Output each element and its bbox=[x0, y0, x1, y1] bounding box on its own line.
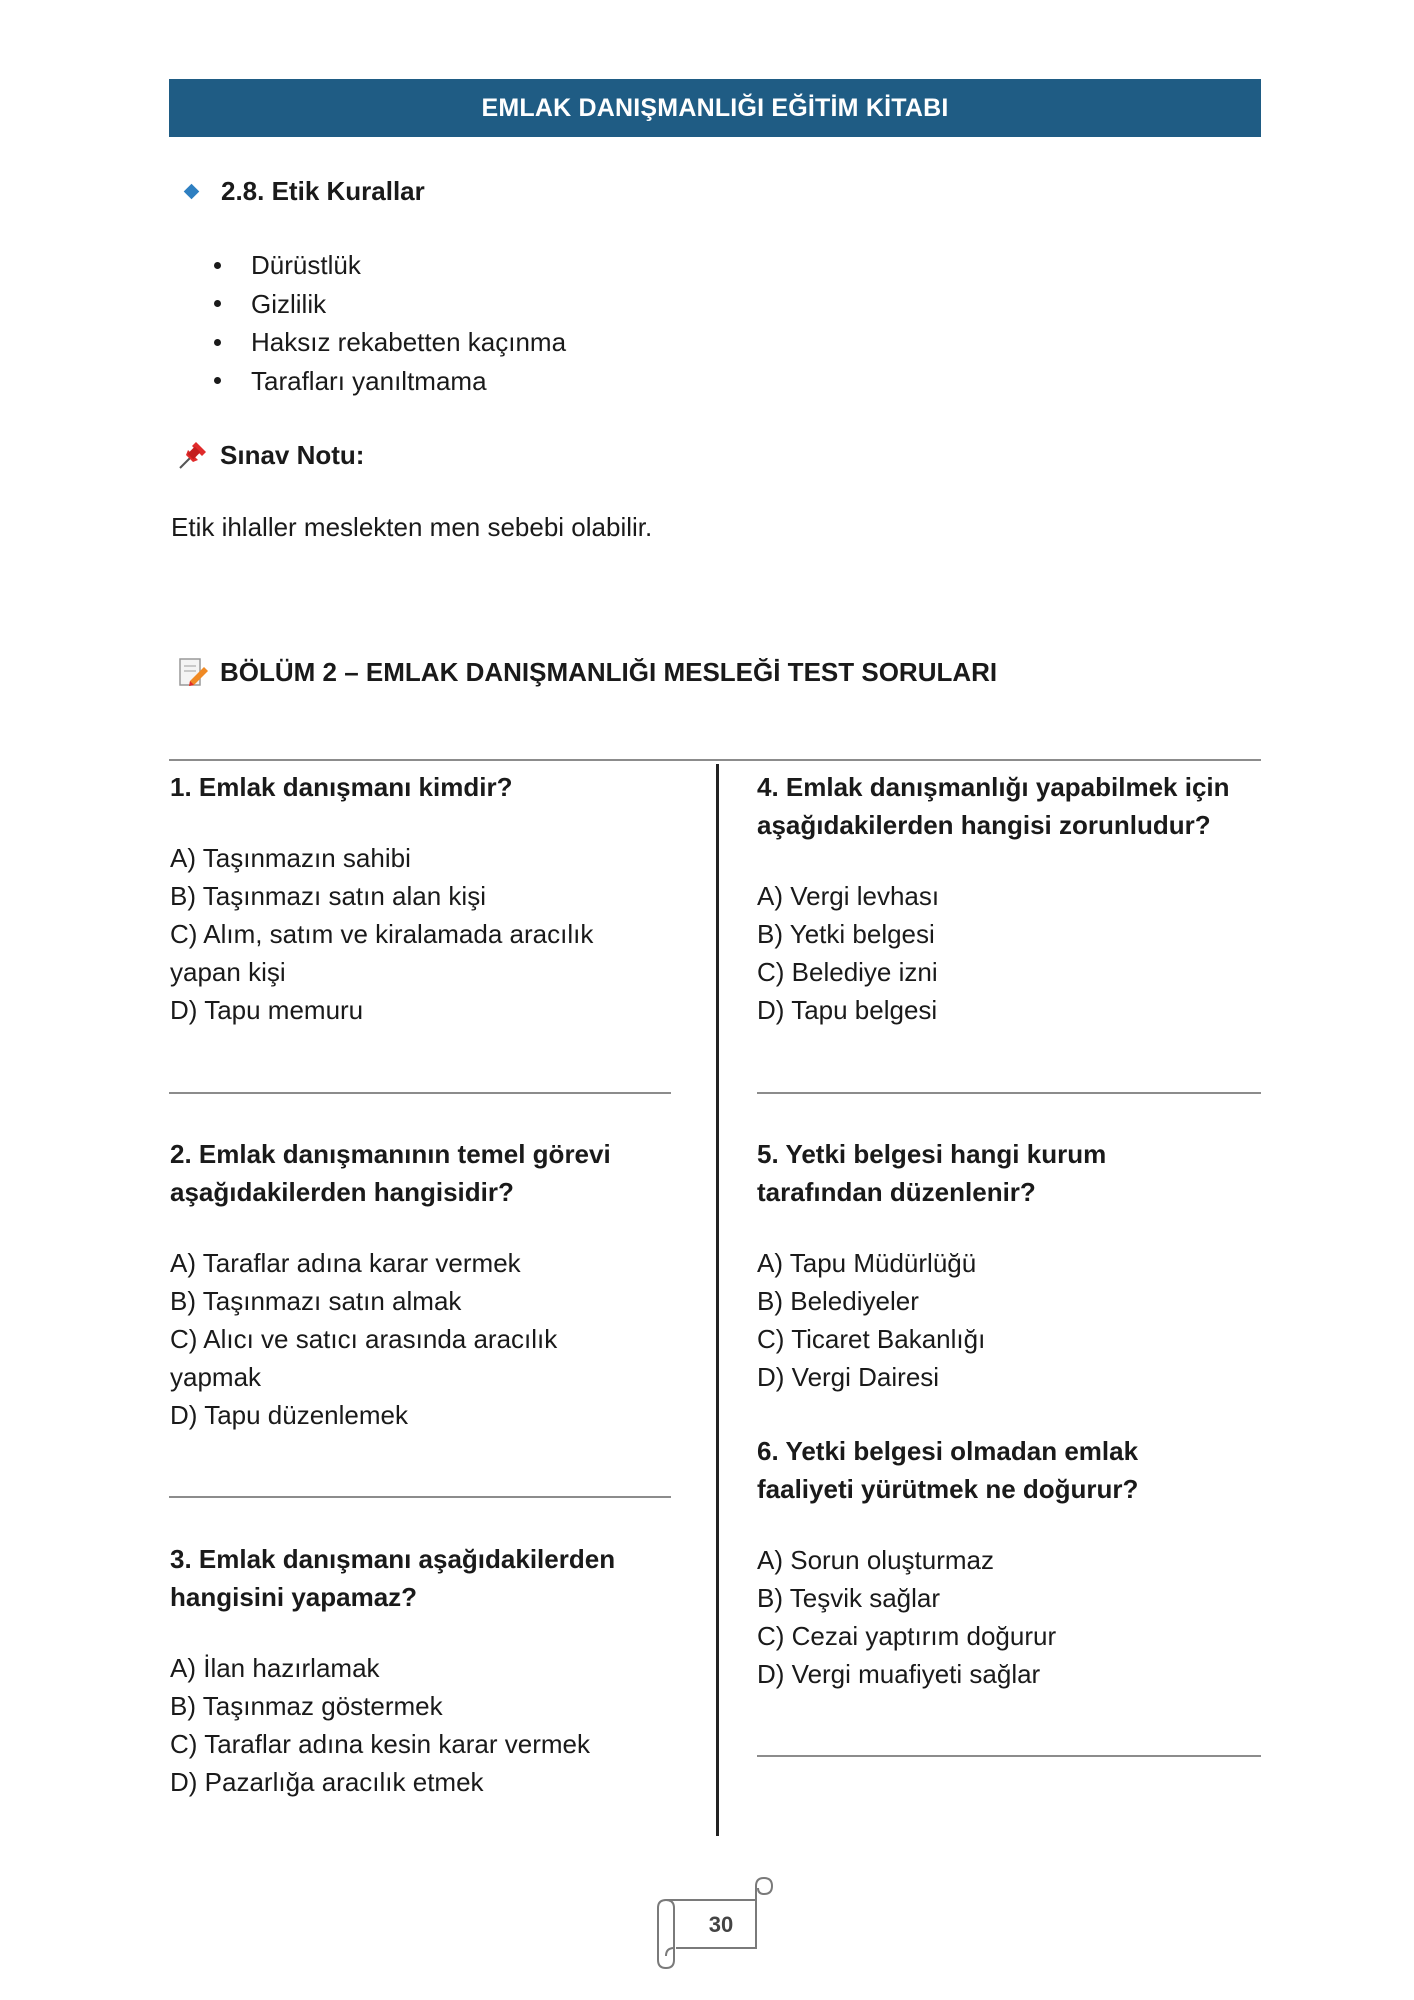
option-d: D) Vergi muafiyeti sağlar bbox=[757, 1659, 1041, 1689]
question-title: 1. Emlak danışmanı kimdir? bbox=[170, 772, 513, 802]
list-item: Haksız rekabetten kaçınma bbox=[214, 323, 566, 362]
option-a: A) İlan hazırlamak bbox=[170, 1653, 380, 1683]
option-b: B) Taşınmazı satın almak bbox=[170, 1286, 462, 1316]
option-b: B) Taşınmaz göstermek bbox=[170, 1691, 443, 1721]
exam-note-heading bbox=[176, 438, 364, 472]
part-title: BÖLÜM 2 – EMLAK DANIŞMANLIĞI MESLEĞİ TEST SORULARI bbox=[220, 656, 998, 687]
option-c: C) Cezai yaptırım doğurur bbox=[757, 1621, 1057, 1651]
option-d: D) Vergi Dairesi bbox=[757, 1362, 940, 1392]
question-title-cont: tarafından düzenlenir? bbox=[757, 1177, 1036, 1207]
option-d: D) Pazarlığa aracılık etmek bbox=[170, 1767, 484, 1797]
exam-note-title: Sınav Notu: bbox=[220, 439, 365, 470]
part-heading bbox=[176, 655, 997, 689]
option-d: D) Tapu memuru bbox=[170, 995, 364, 1025]
question-title: 2. Emlak danışmanının temel görevi bbox=[170, 1139, 611, 1169]
question-title-cont: hangisini yapamaz? bbox=[170, 1582, 418, 1612]
divider bbox=[757, 1755, 1261, 1757]
question-title-cont: faaliyeti yürütmek ne doğurur? bbox=[757, 1474, 1139, 1504]
divider bbox=[169, 1092, 671, 1094]
section-heading bbox=[180, 176, 425, 207]
section-title: 2.8. Etik Kurallar bbox=[221, 176, 425, 206]
exam-note-text: Etik ihlaller meslekten men sebebi olabilir. bbox=[171, 512, 653, 542]
option-d: D) Tapu belgesi bbox=[757, 995, 938, 1025]
option-a: A) Vergi levhası bbox=[757, 881, 940, 911]
option-c: C) Belediye izni bbox=[757, 957, 938, 987]
diamond-bullet-icon bbox=[184, 184, 200, 200]
option-a: A) Taşınmazın sahibi bbox=[170, 843, 411, 873]
option-c: C) Taraflar adına kesin karar vermek bbox=[170, 1729, 591, 1759]
divider bbox=[169, 1496, 671, 1498]
option-d: D) Tapu düzenlemek bbox=[170, 1400, 408, 1430]
option-b: B) Teşvik sağlar bbox=[757, 1583, 941, 1613]
question-title: 3. Emlak danışmanı aşağıdakilerden bbox=[170, 1544, 616, 1574]
bullet-dot-icon bbox=[214, 262, 221, 269]
option-c-cont: yapmak bbox=[170, 1362, 262, 1392]
page-number: 30 bbox=[708, 1912, 734, 1937]
book-title: EMLAK DANIŞMANLIĞI EĞİTİM KİTABI bbox=[481, 93, 949, 122]
bullet-dot-icon bbox=[214, 377, 221, 384]
option-a: A) Taraflar adına karar vermek bbox=[170, 1248, 521, 1278]
option-c: C) Ticaret Bakanlığı bbox=[757, 1324, 986, 1354]
column-divider bbox=[716, 764, 719, 1836]
question-title-cont: aşağıdakilerden hangisi zorunludur? bbox=[757, 810, 1211, 840]
bullet-dot-icon bbox=[214, 300, 221, 307]
memo-pencil-icon bbox=[176, 655, 210, 689]
option-a: A) Tapu Müdürlüğü bbox=[757, 1248, 977, 1278]
question-2 bbox=[170, 1135, 611, 1434]
book-header bbox=[169, 79, 1261, 137]
option-b: B) Yetki belgesi bbox=[757, 919, 935, 949]
list-item: Tarafları yanıltmama bbox=[214, 362, 566, 401]
list-item: Gizlilik bbox=[214, 285, 566, 324]
question-5 bbox=[757, 1135, 1106, 1396]
question-1 bbox=[170, 768, 593, 1029]
bullet-dot-icon bbox=[214, 339, 221, 346]
pushpin-icon bbox=[176, 438, 210, 472]
list-item: Dürüstlük bbox=[214, 246, 566, 285]
question-6 bbox=[757, 1432, 1138, 1693]
question-title: 6. Yetki belgesi olmadan emlak bbox=[757, 1436, 1139, 1466]
divider bbox=[757, 1092, 1261, 1094]
question-title-cont: aşağıdakilerden hangisidir? bbox=[170, 1177, 514, 1207]
option-c: C) Alım, satım ve kiralamada aracılık bbox=[170, 919, 594, 949]
ethics-rules-list bbox=[214, 246, 566, 400]
option-a: A) Sorun oluşturmaz bbox=[757, 1545, 994, 1575]
option-c-cont: yapan kişi bbox=[170, 957, 286, 987]
question-4 bbox=[757, 768, 1230, 1029]
option-b: B) Taşınmazı satın alan kişi bbox=[170, 881, 486, 911]
question-title: 5. Yetki belgesi hangi kurum bbox=[757, 1139, 1107, 1169]
option-b: B) Belediyeler bbox=[757, 1286, 919, 1316]
question-title: 4. Emlak danışmanlığı yapabilmek için bbox=[757, 772, 1230, 802]
divider bbox=[169, 759, 1261, 761]
question-3 bbox=[170, 1540, 615, 1801]
option-c: C) Alıcı ve satıcı arasında aracılık bbox=[170, 1324, 558, 1354]
